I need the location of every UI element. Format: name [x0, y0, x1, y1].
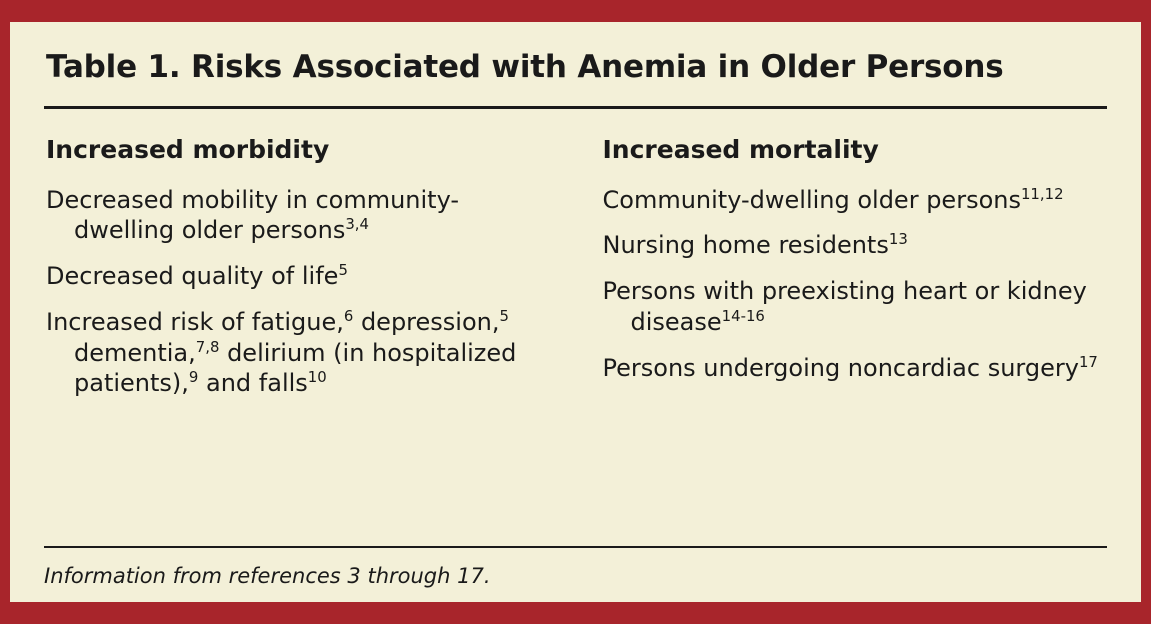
entry-refs: 14-16 — [721, 306, 765, 325]
column-mortality — [603, 135, 1106, 399]
list-item — [46, 185, 549, 246]
list-item — [46, 307, 549, 399]
entry-refs: 7,8 — [195, 337, 220, 356]
list-item — [603, 230, 1106, 261]
entry-text: Decreased mobility in community-dwelling older persons — [46, 185, 460, 245]
table-footnote: Information from references 3 through 17. — [44, 564, 491, 588]
entry-refs: 17 — [1078, 352, 1098, 371]
entry-refs: 13 — [888, 230, 908, 249]
table-columns — [44, 109, 1107, 399]
entry-refs: 9 — [188, 368, 199, 387]
entry-refs: 3,4 — [345, 215, 369, 234]
table-title: Table 1. Risks Associated with Anemia in Older Persons — [46, 49, 1004, 85]
column-morbidity — [46, 135, 549, 399]
column-heading-morbidity: Increased morbidity — [46, 134, 330, 164]
list-item — [603, 185, 1106, 216]
entry-refs: 10 — [307, 368, 327, 387]
entry-text: Persons undergoing noncardiac surgery — [602, 353, 1079, 382]
entry-text: depression, — [353, 307, 500, 336]
entry-text: dementia, — [74, 338, 196, 367]
table-inner — [10, 22, 1141, 602]
entry-refs: 6 — [343, 306, 354, 325]
entry-refs: 5 — [499, 306, 509, 325]
entry-text: Increased risk of fatigue, — [46, 307, 344, 336]
list-item — [603, 353, 1106, 384]
entry-text: delirium (in hospitalized patients), — [74, 338, 517, 398]
list-item — [603, 276, 1106, 337]
entry-text: Nursing home residents — [602, 231, 889, 260]
entry-text: and falls — [198, 369, 308, 398]
column-heading-mortality: Increased mortality — [602, 134, 879, 164]
entry-refs: 5 — [338, 261, 348, 280]
entry-refs: 11,12 — [1020, 184, 1064, 203]
list-item — [46, 261, 549, 292]
entry-text: Decreased quality of life — [46, 262, 339, 291]
entry-text: Community-dwelling older persons — [602, 185, 1021, 214]
entry-text: Persons with preexisting heart or kidney disease — [602, 277, 1087, 336]
table-footer — [44, 546, 1107, 588]
